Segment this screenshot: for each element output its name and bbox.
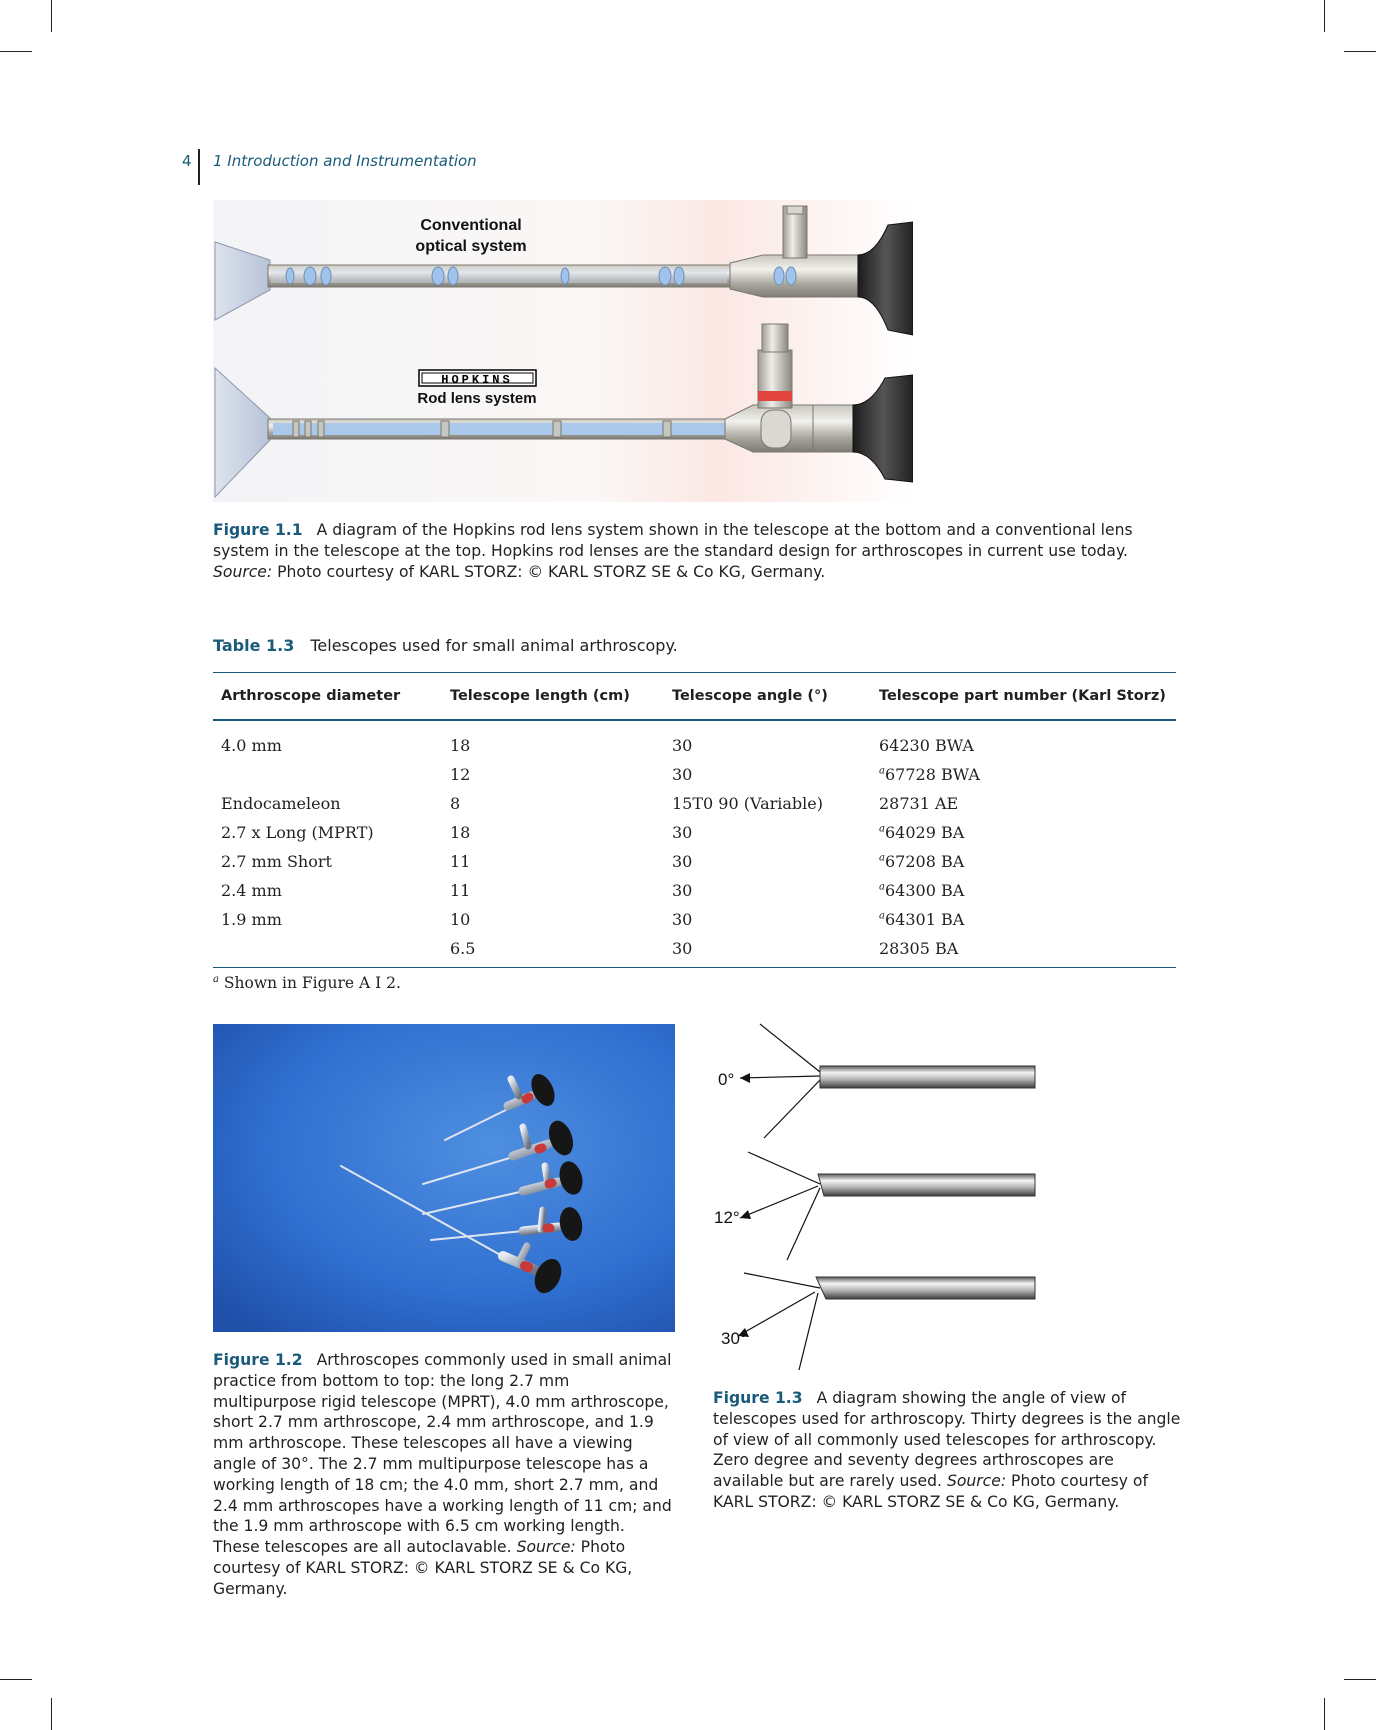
figure-1-2-source-text: Photo courtesy of KARL STORZ: © KARL STORZ SE & Co KG, Germany. bbox=[213, 1538, 633, 1598]
figure-1-2-source-label: Source: bbox=[516, 1538, 576, 1557]
cell-length: 10 bbox=[450, 910, 471, 929]
cell-part-number bbox=[871, 720, 1176, 760]
table-row bbox=[213, 847, 1176, 876]
running-head-divider bbox=[198, 149, 200, 185]
figure-1-3-diagram bbox=[700, 1020, 1040, 1375]
crop-mark bbox=[1344, 51, 1376, 52]
table-row bbox=[213, 760, 1176, 789]
cell-part-number bbox=[871, 847, 1176, 876]
table-row bbox=[213, 934, 1176, 968]
part-number: 28731 AE bbox=[879, 794, 959, 813]
cell-angle: 30 bbox=[672, 852, 693, 871]
cell-length: 12 bbox=[450, 765, 471, 784]
fig1-1-top-label-line2: optical system bbox=[415, 238, 527, 255]
angle-12-label: 12° bbox=[714, 1208, 740, 1227]
cell-diameter: 1.9 mm bbox=[221, 910, 282, 929]
cell-part-number bbox=[871, 818, 1176, 847]
figure-1-2-caption bbox=[213, 1350, 675, 1600]
crop-mark bbox=[1344, 1679, 1376, 1680]
figure-1-3-label: Figure 1.3 bbox=[713, 1389, 803, 1407]
figure-1-2-photo bbox=[213, 1024, 675, 1332]
table-row bbox=[213, 818, 1176, 847]
figure-1-1-source-label: Source: bbox=[213, 563, 273, 581]
crop-mark bbox=[0, 1679, 32, 1680]
figure-1-1-image bbox=[213, 200, 913, 502]
cell-diameter bbox=[213, 934, 442, 968]
table-row bbox=[213, 905, 1176, 934]
part-number: 28305 BA bbox=[879, 939, 959, 958]
cell-diameter: 2.7 mm Short bbox=[221, 852, 332, 871]
cell-diameter: 2.4 mm bbox=[221, 881, 282, 900]
hopkins-logo: HOPKINS bbox=[441, 373, 513, 387]
cell-angle: 30 bbox=[672, 736, 693, 755]
table-1-3-title: Telescopes used for small animal arthroscopy. bbox=[310, 636, 678, 655]
crop-mark bbox=[51, 0, 52, 32]
footnote-marker: a bbox=[879, 852, 885, 864]
table-footnote bbox=[213, 974, 401, 992]
table-1-3-label: Table 1.3 bbox=[213, 636, 295, 655]
cell-angle: 30 bbox=[672, 910, 693, 929]
table-1-3 bbox=[213, 672, 1176, 968]
footnote-text: Shown in Figure A I 2. bbox=[218, 974, 401, 992]
figure-1-1-caption bbox=[213, 520, 1176, 583]
part-number: 64029 BA bbox=[884, 823, 965, 842]
header-arthroscope-diameter: Arthroscope diameter bbox=[213, 673, 442, 721]
cell-angle: 30 bbox=[664, 934, 871, 968]
cell-angle: 30 bbox=[672, 765, 693, 784]
cell-part-number bbox=[871, 760, 1176, 789]
cell-length: 8 bbox=[450, 794, 461, 813]
figure-1-2-label: Figure 1.2 bbox=[213, 1351, 303, 1369]
cell-diameter: 4.0 mm bbox=[221, 736, 282, 755]
cell-angle: 15T0 90 (Variable) bbox=[672, 794, 823, 813]
part-number: 64230 BWA bbox=[879, 736, 974, 755]
header-part-number: Telescope part number (Karl Storz) bbox=[871, 673, 1176, 721]
footnote-marker: a bbox=[879, 881, 885, 893]
angle-30-label: 30° bbox=[721, 1329, 747, 1348]
cell-diameter: Endocameleon bbox=[221, 794, 341, 813]
table-row bbox=[213, 789, 1176, 818]
cell-length: 6.5 bbox=[442, 934, 664, 968]
cell-length: 11 bbox=[450, 852, 471, 871]
part-number: 67728 BWA bbox=[884, 765, 980, 784]
crop-mark bbox=[51, 1698, 52, 1730]
cell-angle: 30 bbox=[672, 881, 693, 900]
footnote-marker: a bbox=[879, 765, 885, 777]
crop-mark bbox=[0, 51, 32, 52]
cell-length: 18 bbox=[450, 736, 471, 755]
footnote-marker: a bbox=[879, 823, 885, 835]
figure-1-3-caption bbox=[713, 1388, 1181, 1513]
part-number: 64300 BA bbox=[884, 881, 965, 900]
cell-diameter: 2.7 x Long (MPRT) bbox=[221, 823, 374, 842]
figure-1-3-source-label: Source: bbox=[946, 1472, 1007, 1491]
cell-part-number bbox=[871, 934, 1176, 968]
part-number: 64301 BA bbox=[884, 910, 965, 929]
fig1-1-bottom-label: Rod lens system bbox=[417, 390, 537, 407]
figure-1-2-caption-text: Arthroscopes commonly used in small animal practice from bottom to top: the long 2.7 mm multipurpose rigid telescope (MPRT), 4.0 mm arthroscope, short 2.7 mm arthroscope, 2.4 mm arthroscope, and 1.9 mm arthroscope. These telescopes all have a viewing angle of 30°. The 2.7 mm multipurpose telescope has a working length of 18 cm; the 4.0 mm, short 2.7 mm, and 2.4 mm arthroscopes have a working length of 11 cm; and the 1.9 mm arthroscope with 6.5 cm working length. These telescopes are all autoclavable. bbox=[213, 1351, 672, 1557]
footnote-marker: a bbox=[213, 973, 219, 985]
crop-mark bbox=[1324, 0, 1325, 32]
chapter-title: 1 Introduction and Instrumentation bbox=[213, 152, 477, 170]
cell-part-number bbox=[871, 876, 1176, 905]
figure-1-1-source-text: Photo courtesy of KARL STORZ: © KARL STORZ SE & Co KG, Germany. bbox=[272, 563, 826, 581]
table-header-row bbox=[213, 673, 1176, 721]
figure-1-3-caption-text: A diagram showing the angle of view of telescopes used for arthroscopy. Thirty degrees is the angle of view of all commonly used telescopes for arthroscopy. Zero degree and seventy degrees arthroscopes are available but are rarely used. bbox=[713, 1389, 1181, 1491]
fig1-1-top-label-line1: Conventional bbox=[420, 217, 522, 234]
cell-part-number bbox=[871, 905, 1176, 934]
footnote-marker: a bbox=[879, 910, 885, 922]
table-row bbox=[213, 876, 1176, 905]
figure-1-1-caption-text: A diagram of the Hopkins rod lens system shown in the telescope at the bottom and a conventional lens system in the telescope at the top. Hopkins rod lenses are the standard design for arthroscopes in current use today. bbox=[213, 521, 1133, 560]
header-telescope-angle: Telescope angle (°) bbox=[664, 673, 871, 721]
table-1-3-caption bbox=[213, 636, 678, 655]
part-number: 67208 BA bbox=[884, 852, 965, 871]
crop-mark bbox=[1324, 1698, 1325, 1730]
figure-1-1-label: Figure 1.1 bbox=[213, 521, 303, 539]
cell-angle: 30 bbox=[672, 823, 693, 842]
cell-diameter bbox=[213, 760, 442, 789]
table-row bbox=[213, 720, 1176, 760]
cell-length: 18 bbox=[450, 823, 471, 842]
header-telescope-length: Telescope length (cm) bbox=[442, 673, 664, 721]
cell-length: 11 bbox=[450, 881, 471, 900]
angle-0-label: 0° bbox=[718, 1070, 735, 1089]
page-number: 4 bbox=[182, 152, 192, 170]
figure-1-3-source-text: Photo courtesy of KARL STORZ: © KARL STORZ SE & Co KG, Germany. bbox=[713, 1472, 1148, 1511]
cell-part-number bbox=[871, 789, 1176, 818]
